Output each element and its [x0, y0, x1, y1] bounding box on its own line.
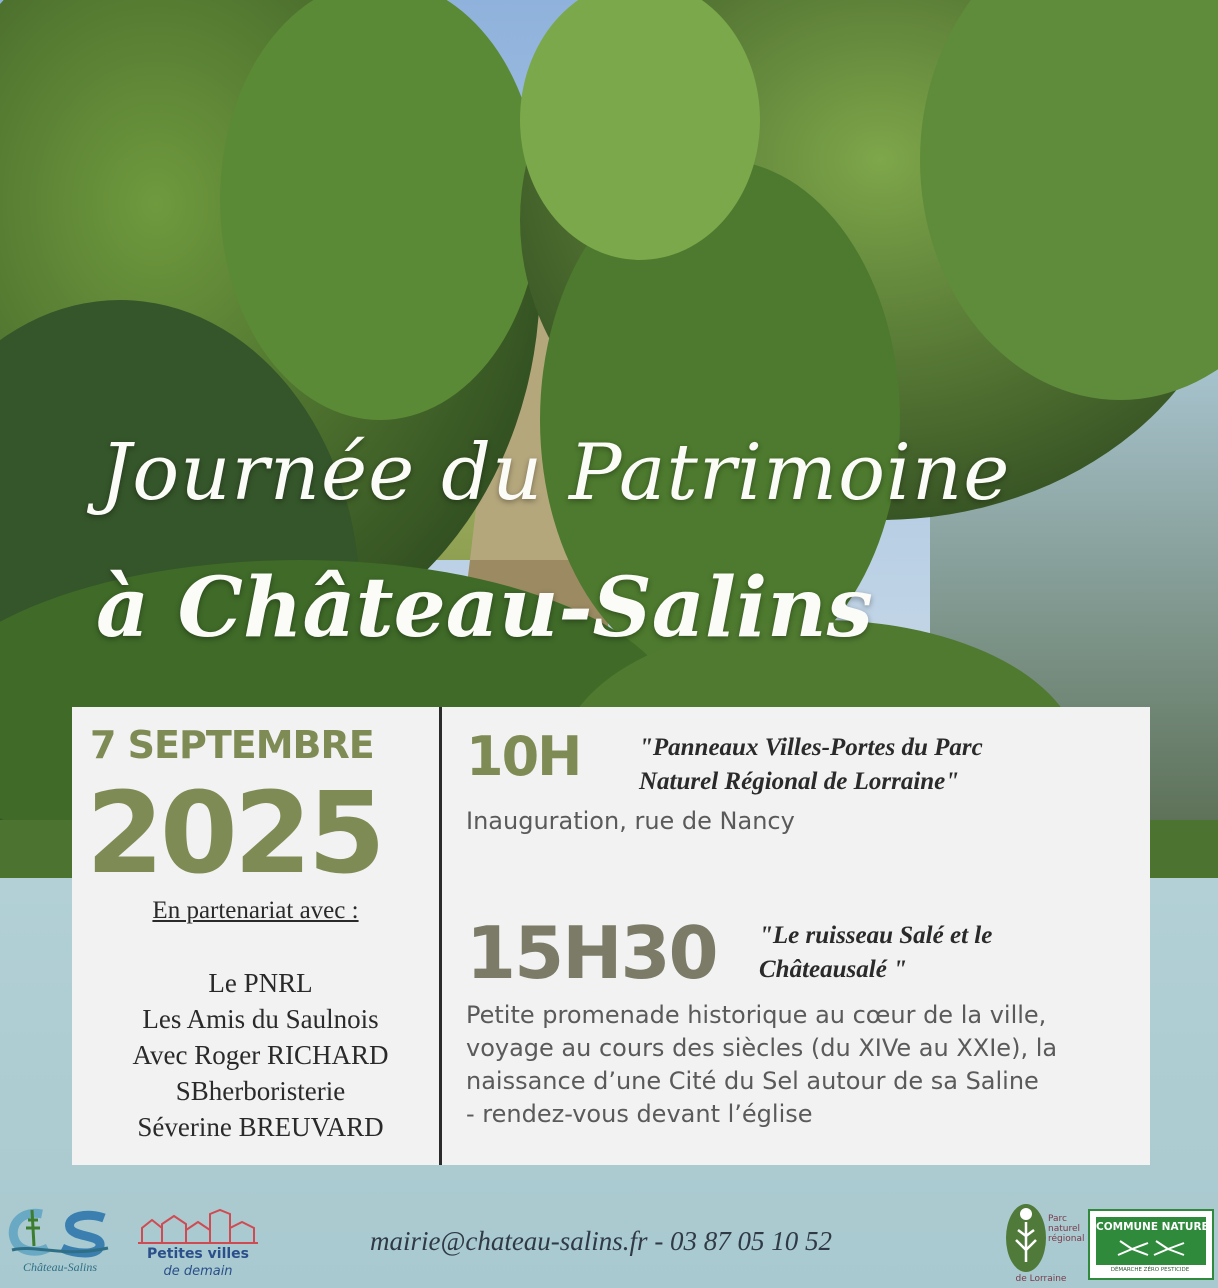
event-year: 2025 — [86, 769, 382, 899]
town-logo-icon — [136, 1208, 260, 1246]
info-card — [72, 707, 1150, 1165]
event-2-title-line: Châteausalé " — [759, 956, 907, 983]
event-date: 7 SEPTEMBRE — [90, 723, 374, 767]
partner-item: Le PNRL — [208, 968, 313, 998]
event-1-title-line: "Panneaux Villes-Portes du Parc — [639, 734, 983, 761]
cs-logo-icon — [4, 1202, 116, 1262]
commune-nature-title: COMMUNE NATURE — [1096, 1221, 1209, 1233]
pnr-lorraine-logo — [1004, 1200, 1085, 1288]
thistle-icon — [1004, 1200, 1048, 1274]
pnr-side-line: régional — [1048, 1234, 1085, 1244]
event-2-description-line: naissance d’une Cité du Sel autour de sa Saline — [466, 1067, 1039, 1095]
partners-heading: En partenariat avec : — [152, 897, 359, 924]
event-2-description-line: - rendez-vous devant l’église — [466, 1100, 813, 1128]
pnr-side-line: naturel — [1048, 1224, 1080, 1234]
commune-nature-subtitle: DÉMARCHE ZÉRO PESTICIDE — [1110, 1267, 1190, 1273]
title-line-1: Journée du Patrimoine — [100, 428, 1011, 518]
event-2-title — [759, 919, 992, 987]
partner-item: Séverine BREUVARD — [137, 1112, 384, 1142]
event-2-description-line: Petite promenade historique au cœur de la ville, — [466, 1001, 1047, 1029]
commune-nature-panel — [1096, 1217, 1209, 1265]
event-2-title-line: "Le ruisseau Salé et le — [759, 922, 993, 949]
chateau-salins-logo-label: Château-Salins — [23, 1260, 97, 1274]
chateau-salins-logo — [4, 1202, 116, 1282]
pnr-side-text — [1048, 1214, 1084, 1244]
pnr-side-line: Parc — [1048, 1214, 1067, 1224]
contact-info: mairie@chateau-salins.fr - 03 87 05 10 52 — [370, 1226, 833, 1256]
event-1-title — [639, 731, 983, 799]
partners-list — [72, 965, 449, 1145]
event-2-description-line: voyage au cours des siècles (du XIVe au XXIe), la — [466, 1034, 1058, 1062]
partner-item: Avec Roger RICHARD — [132, 1040, 389, 1070]
commune-nature-logo — [1088, 1209, 1214, 1280]
petites-villes-logo-line-1: Petites villes — [147, 1246, 249, 1262]
event-1-description: Inauguration, rue de Nancy — [466, 807, 795, 835]
petites-villes-logo-line-2: de demain — [163, 1264, 233, 1279]
partner-item: SBherboristerie — [175, 1076, 346, 1106]
partner-item: Les Amis du Saulnois — [142, 1004, 379, 1034]
event-1-time: 10H — [466, 725, 581, 788]
dragonfly-icon — [1096, 1233, 1206, 1263]
event-2-time: 15H30 — [466, 911, 717, 995]
title-line-2: à Château-Salins — [96, 560, 873, 656]
event-1-title-line: Naturel Régional de Lorraine" — [639, 768, 960, 795]
petites-villes-logo — [136, 1208, 260, 1280]
event-2-description — [466, 999, 1136, 1131]
pnr-bottom-text: de Lorraine — [1015, 1274, 1067, 1284]
